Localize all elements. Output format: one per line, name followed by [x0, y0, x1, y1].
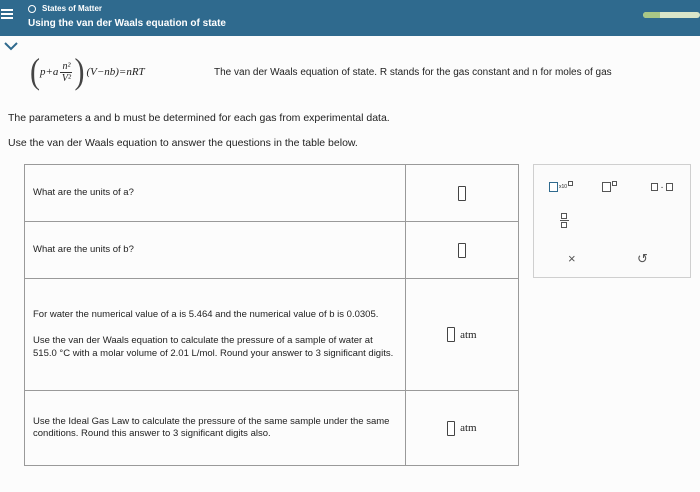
question-text: For water the numerical value of a is 5.464 and the numerical value of b is 0.0305. — [33, 308, 379, 320]
answer-cell — [406, 391, 519, 466]
eq-right: (V−nb)=nRT — [86, 66, 145, 78]
question-text-2: Use the van der Waals equation to calculate the pressure of a sample of water at 515.0 °C with a molar volume of 2.01 L/mol. Round your answer to 3 significant digits. — [33, 335, 394, 359]
answer-input-units-b[interactable] — [458, 243, 466, 258]
math-toolbox — [533, 164, 691, 278]
chevron-down-icon[interactable] — [0, 36, 22, 58]
intro-line-2: Use the van der Waals equation to answer the questions in the table below. — [8, 137, 358, 149]
progress-fill — [643, 12, 660, 18]
answer-input-units-a[interactable] — [458, 186, 466, 201]
van-der-waals-equation — [30, 50, 145, 94]
unit-label: atm — [460, 422, 477, 434]
topic-status-icon — [28, 5, 36, 13]
table-row — [25, 222, 519, 279]
answer-cell — [406, 165, 519, 222]
undo-button[interactable]: ↺ — [637, 251, 648, 266]
intro-line-1: The parameters a and b must be determined for each gas from experimental data. — [8, 112, 390, 124]
topic-label: States of Matter — [42, 4, 103, 13]
question-cell: What are the units of a? — [25, 165, 406, 222]
right-paren: ) — [74, 51, 85, 92]
menu-icon[interactable] — [0, 7, 14, 21]
sci-label: x10 — [558, 184, 568, 190]
dot-label: · — [660, 181, 664, 193]
eq-left: p+a — [40, 66, 59, 78]
fraction-button[interactable] — [558, 209, 570, 231]
superscript-button[interactable] — [598, 179, 620, 195]
question-table — [24, 164, 519, 466]
question-cell: Use the Ideal Gas Law to calculate the pressure of the same sample under the same conditions. Round this answer to 3 significant digits also. — [25, 391, 406, 466]
eq-frac-den: V² — [61, 72, 71, 84]
top-bar — [0, 0, 700, 36]
progress-bar — [643, 12, 700, 18]
table-row — [25, 165, 519, 222]
multiply-dot-button[interactable] — [646, 179, 678, 195]
answer-input-vdw-pressure[interactable] — [447, 327, 455, 342]
left-paren: ( — [30, 51, 40, 92]
sci-notation-button[interactable] — [548, 179, 574, 195]
clear-button[interactable]: × — [568, 251, 576, 266]
table-row — [25, 279, 519, 391]
topic-line — [28, 4, 102, 13]
answer-input-ideal-pressure[interactable] — [447, 421, 455, 436]
table-row — [25, 391, 519, 466]
page-title: Using the van der Waals equation of state — [28, 18, 226, 29]
eq-fraction — [60, 61, 72, 84]
eq-frac-num: n² — [62, 60, 71, 72]
answer-cell — [406, 222, 519, 279]
question-cell: What are the units of b? — [25, 222, 406, 279]
equation-description: The van der Waals equation of state. R stands for the gas constant and n for moles of gas — [214, 67, 612, 78]
question-cell — [25, 279, 406, 391]
unit-label: atm — [460, 328, 477, 341]
answer-cell — [406, 279, 519, 391]
